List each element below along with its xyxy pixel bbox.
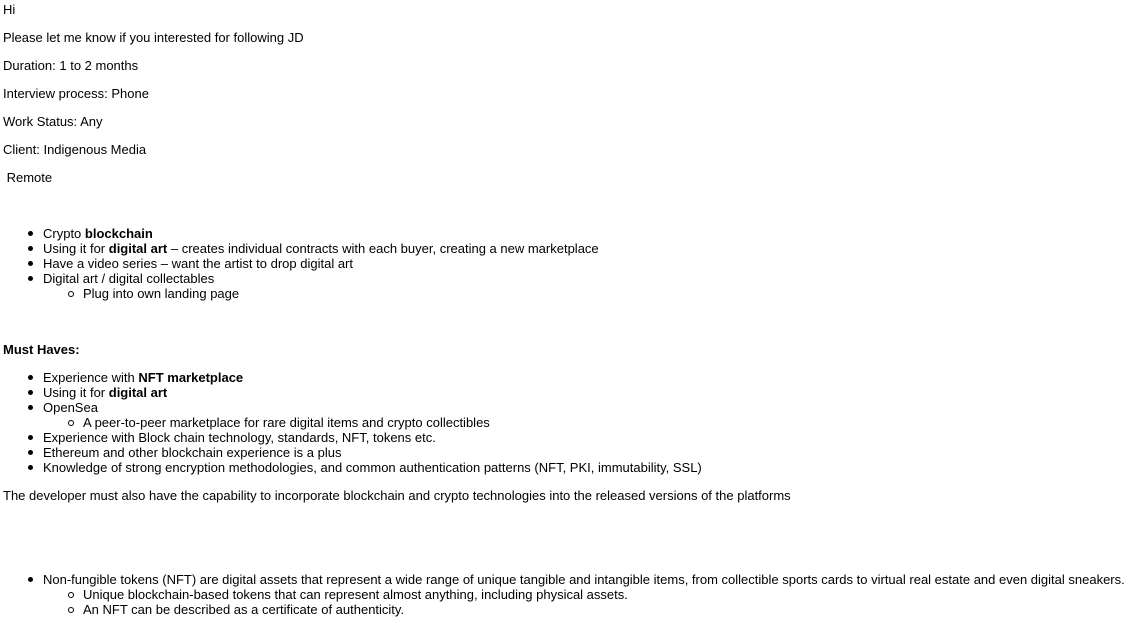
list-item: Ethereum and other blockchain experience is a plus bbox=[3, 445, 1131, 460]
sub-list-item: Unique blockchain-based tokens that can represent almost anything, including physical assets. bbox=[3, 587, 1131, 602]
list-item: Knowledge of strong encryption methodologies, and common authentication patterns (NFT, PKI, immutability, SSL) bbox=[3, 460, 1131, 475]
nft-list bbox=[3, 572, 1131, 617]
list-item: Have a video series – want the artist to drop digital art bbox=[3, 256, 1131, 271]
email-body bbox=[3, 2, 1131, 617]
overview-list bbox=[3, 226, 1131, 301]
list-item: Experience with NFT marketplace bbox=[3, 370, 1131, 385]
spacer bbox=[3, 101, 1131, 114]
list-item: Experience with Block chain technology, standards, NFT, tokens etc. bbox=[3, 430, 1131, 445]
spacer bbox=[3, 73, 1131, 86]
intro-text: Please let me know if you interested for following JD bbox=[3, 30, 304, 45]
list-item: Digital art / digital collectables bbox=[3, 271, 1131, 286]
greeting: Hi bbox=[3, 2, 16, 17]
list-item: Crypto blockchain bbox=[3, 226, 1131, 241]
work-status-line: Work Status: Any bbox=[3, 114, 103, 129]
list-item: Using it for digital art – creates individual contracts with each buyer, creating a new marketplace bbox=[3, 241, 1131, 256]
remote-line: Remote bbox=[3, 170, 53, 185]
spacer bbox=[3, 503, 1131, 572]
spacer bbox=[3, 185, 1131, 226]
must-haves-list bbox=[3, 370, 1131, 475]
spacer bbox=[3, 129, 1131, 142]
list-item: OpenSea bbox=[3, 400, 1131, 415]
interview-line: Interview process: Phone bbox=[3, 86, 149, 101]
sub-list-item: An NFT can be described as a certificate of authenticity. bbox=[3, 602, 1131, 617]
spacer bbox=[3, 475, 1131, 488]
spacer bbox=[3, 17, 1131, 30]
spacer bbox=[3, 45, 1131, 58]
developer-note: The developer must also have the capability to incorporate blockchain and crypto technologies into the released versions of the platforms bbox=[3, 488, 791, 503]
spacer bbox=[3, 357, 1131, 370]
sub-list-item: Plug into own landing page bbox=[3, 286, 1131, 301]
duration-line: Duration: 1 to 2 months bbox=[3, 58, 139, 73]
spacer bbox=[3, 301, 1131, 342]
spacer bbox=[3, 157, 1131, 170]
list-item: Non-fungible tokens (NFT) are digital assets that represent a wide range of unique tangible and intangible items, from collectible sports cards to virtual real estate and even digital sneakers. bbox=[3, 572, 1131, 587]
client-line: Client: Indigenous Media bbox=[3, 142, 147, 157]
sub-list-item: A peer-to-peer marketplace for rare digital items and crypto collectibles bbox=[3, 415, 1131, 430]
list-item: Using it for digital art bbox=[3, 385, 1131, 400]
must-haves-heading: Must Haves: bbox=[3, 342, 80, 357]
